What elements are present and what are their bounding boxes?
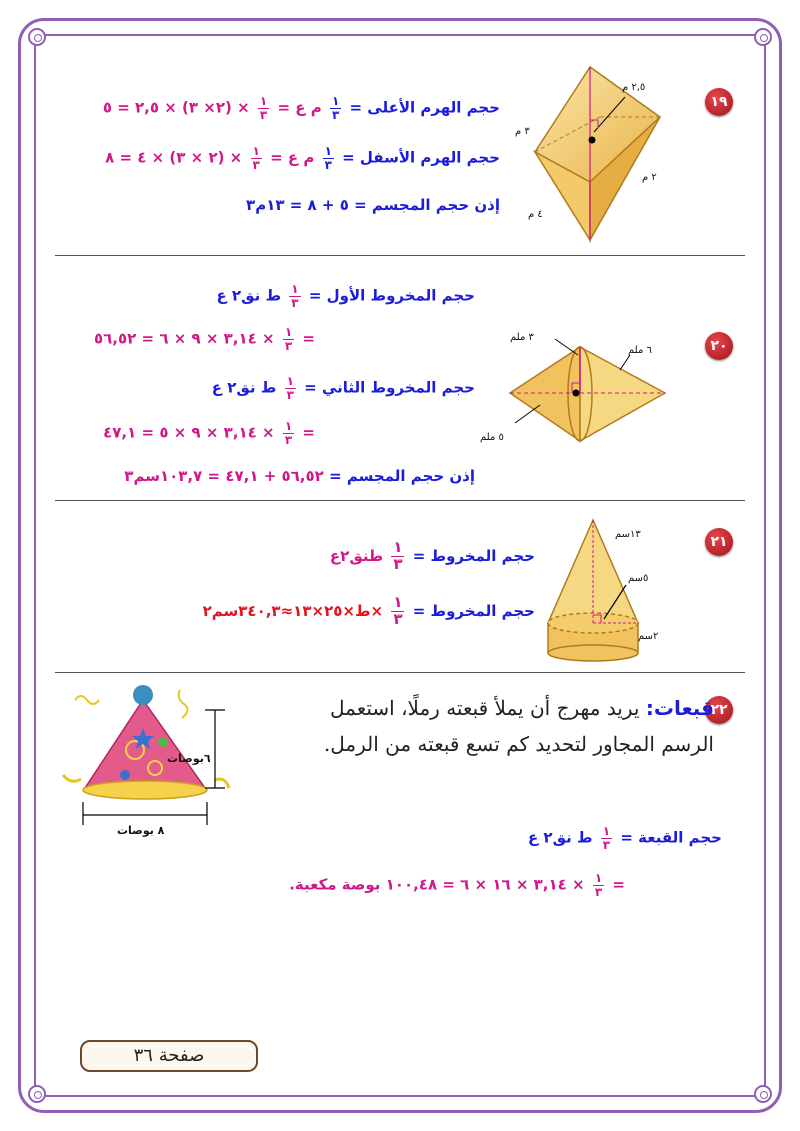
equation-rhs: × (٢ × ٣) × ٤ = ٨ bbox=[105, 148, 243, 167]
fraction: $\frac{١}{٣}$ bbox=[284, 419, 293, 447]
equation-lhs: حجم المخروط = bbox=[412, 546, 535, 565]
equation-lhs: = bbox=[612, 875, 625, 894]
fraction: $\frac{١}{٣}$ bbox=[594, 871, 603, 899]
equation-line bbox=[103, 420, 315, 446]
equation-rhs: ٥٦,٥٢ + ٤٧,١ = ١٠٣,٧سم٣ bbox=[124, 467, 324, 485]
figure-label: ٤ م bbox=[528, 209, 543, 220]
fraction: $\frac{١}{٣}$ bbox=[324, 144, 332, 172]
figure-label: ٦بوصات bbox=[167, 752, 211, 765]
cone-on-cylinder-figure bbox=[540, 515, 690, 665]
section-divider bbox=[55, 255, 745, 256]
equation-lhs-post: ط نق٢ ع bbox=[211, 378, 277, 397]
equation-line bbox=[105, 145, 500, 171]
frame-corner-ornament bbox=[754, 1085, 772, 1103]
equation-line bbox=[330, 540, 535, 573]
equation-lhs: حجم المخروط الأول = bbox=[308, 286, 475, 305]
equation-lhs-post: م ع = bbox=[270, 148, 315, 167]
equation-lhs-post: م ع = bbox=[277, 98, 322, 117]
equation-line bbox=[212, 375, 475, 401]
equation-line bbox=[94, 326, 315, 352]
frame-corner-ornament bbox=[28, 28, 46, 46]
figure-label: ٥سم bbox=[628, 573, 649, 584]
page-number-label: صفحة ٣٦ bbox=[80, 1040, 258, 1072]
figure-label: ٨ بوصات bbox=[117, 824, 165, 837]
frame-corner-ornament bbox=[28, 1085, 46, 1103]
equation-lhs: حجم الهرم الأسفل = bbox=[342, 148, 500, 167]
equation-rhs: × ٣,١٤ × ٩ × ٥ = ٤٧,١ bbox=[103, 423, 275, 442]
equation-rhs: × ٣,١٤ × ١٦ × ٦ = ١٠٠,٤٨ بوصة مكعبة. bbox=[289, 875, 585, 894]
fraction: $\frac{١}{٣}$ bbox=[602, 824, 611, 852]
figure-label: ٢سم bbox=[638, 631, 659, 642]
equation-rhs: ×ط×٢٥×١٣≈٣٤٠,٣سم٢ bbox=[202, 601, 384, 620]
fraction: $\frac{١}{٣}$ bbox=[284, 325, 293, 353]
problem-number-badge: ٢١ bbox=[705, 528, 733, 556]
figure-label: ٣ ملم bbox=[510, 332, 534, 343]
figure-label: ٣ م bbox=[515, 126, 530, 137]
figure-label: ١٣سم bbox=[615, 529, 641, 540]
problem-number-badge: ١٩ bbox=[705, 88, 733, 116]
equation-lhs: إذن حجم المجسم = bbox=[329, 467, 475, 485]
equation-line bbox=[289, 872, 625, 898]
equation-rhs: × (٢× ٣) × ٢,٥ = ٥ bbox=[102, 98, 250, 117]
equation-lhs-post: طنق٢ع bbox=[329, 546, 384, 565]
equation-lhs-post: ط نق٢ ع bbox=[527, 828, 593, 847]
equation-lhs: حجم القبعة = bbox=[620, 828, 722, 847]
figure-label: ٢ م bbox=[642, 172, 657, 183]
figure-label: ٦ ملم bbox=[628, 345, 652, 356]
equation-lhs: حجم المخروط = bbox=[412, 601, 535, 620]
figure-label: ٥ ملم bbox=[480, 432, 504, 443]
frame-corner-ornament bbox=[754, 28, 772, 46]
bipyramid-figure bbox=[510, 62, 670, 247]
fraction: $\frac{١}{٣}$ bbox=[291, 282, 299, 310]
fraction: $\frac{١}{٣}$ bbox=[393, 593, 403, 628]
problem-number-badge: ٢٢ bbox=[705, 696, 733, 724]
equation-line bbox=[528, 825, 722, 851]
fraction: $\frac{١}{٣}$ bbox=[393, 538, 403, 573]
section-divider bbox=[55, 500, 745, 501]
equation-conclusion bbox=[124, 467, 475, 485]
figure-label: ٢,٥ م bbox=[622, 82, 646, 93]
equation-line bbox=[103, 95, 500, 121]
equation-line bbox=[203, 595, 535, 628]
equation-lhs: = bbox=[302, 423, 315, 442]
fraction: $\frac{١}{٣}$ bbox=[252, 144, 260, 172]
fraction: $\frac{١}{٣}$ bbox=[286, 374, 294, 402]
equation-lhs-post: ط نق٢ ع bbox=[216, 286, 282, 305]
problem-number-badge: ٢٠ bbox=[705, 332, 733, 360]
equation-line bbox=[216, 283, 475, 309]
section-divider bbox=[55, 672, 745, 673]
problem-text-line: يريد مهرج أن يملأ قبعته رملًا، استعمل bbox=[330, 696, 640, 720]
equation-rhs: × ٣,١٤ × ٩ × ٦ = ٥٦,٥٢ bbox=[93, 329, 275, 348]
problem-title: قبعات: bbox=[645, 696, 714, 720]
fraction: $\frac{١}{٣}$ bbox=[331, 94, 340, 122]
double-cone-figure bbox=[480, 325, 680, 455]
party-hat-figure bbox=[55, 680, 255, 840]
fraction: $\frac{١}{٣}$ bbox=[259, 94, 268, 122]
equation-lhs: = bbox=[302, 329, 315, 348]
equation-lhs: حجم المخروط الثاني = bbox=[304, 378, 475, 397]
equation-conclusion: إذن حجم المجسم = ٥ + ٨ = ١٣م٣ bbox=[246, 196, 500, 214]
equation-lhs: حجم الهرم الأعلى = bbox=[349, 98, 500, 117]
problem-text-line: الرسم المجاور لتحديد كم تسع قبعته من الرمل. bbox=[323, 732, 714, 756]
